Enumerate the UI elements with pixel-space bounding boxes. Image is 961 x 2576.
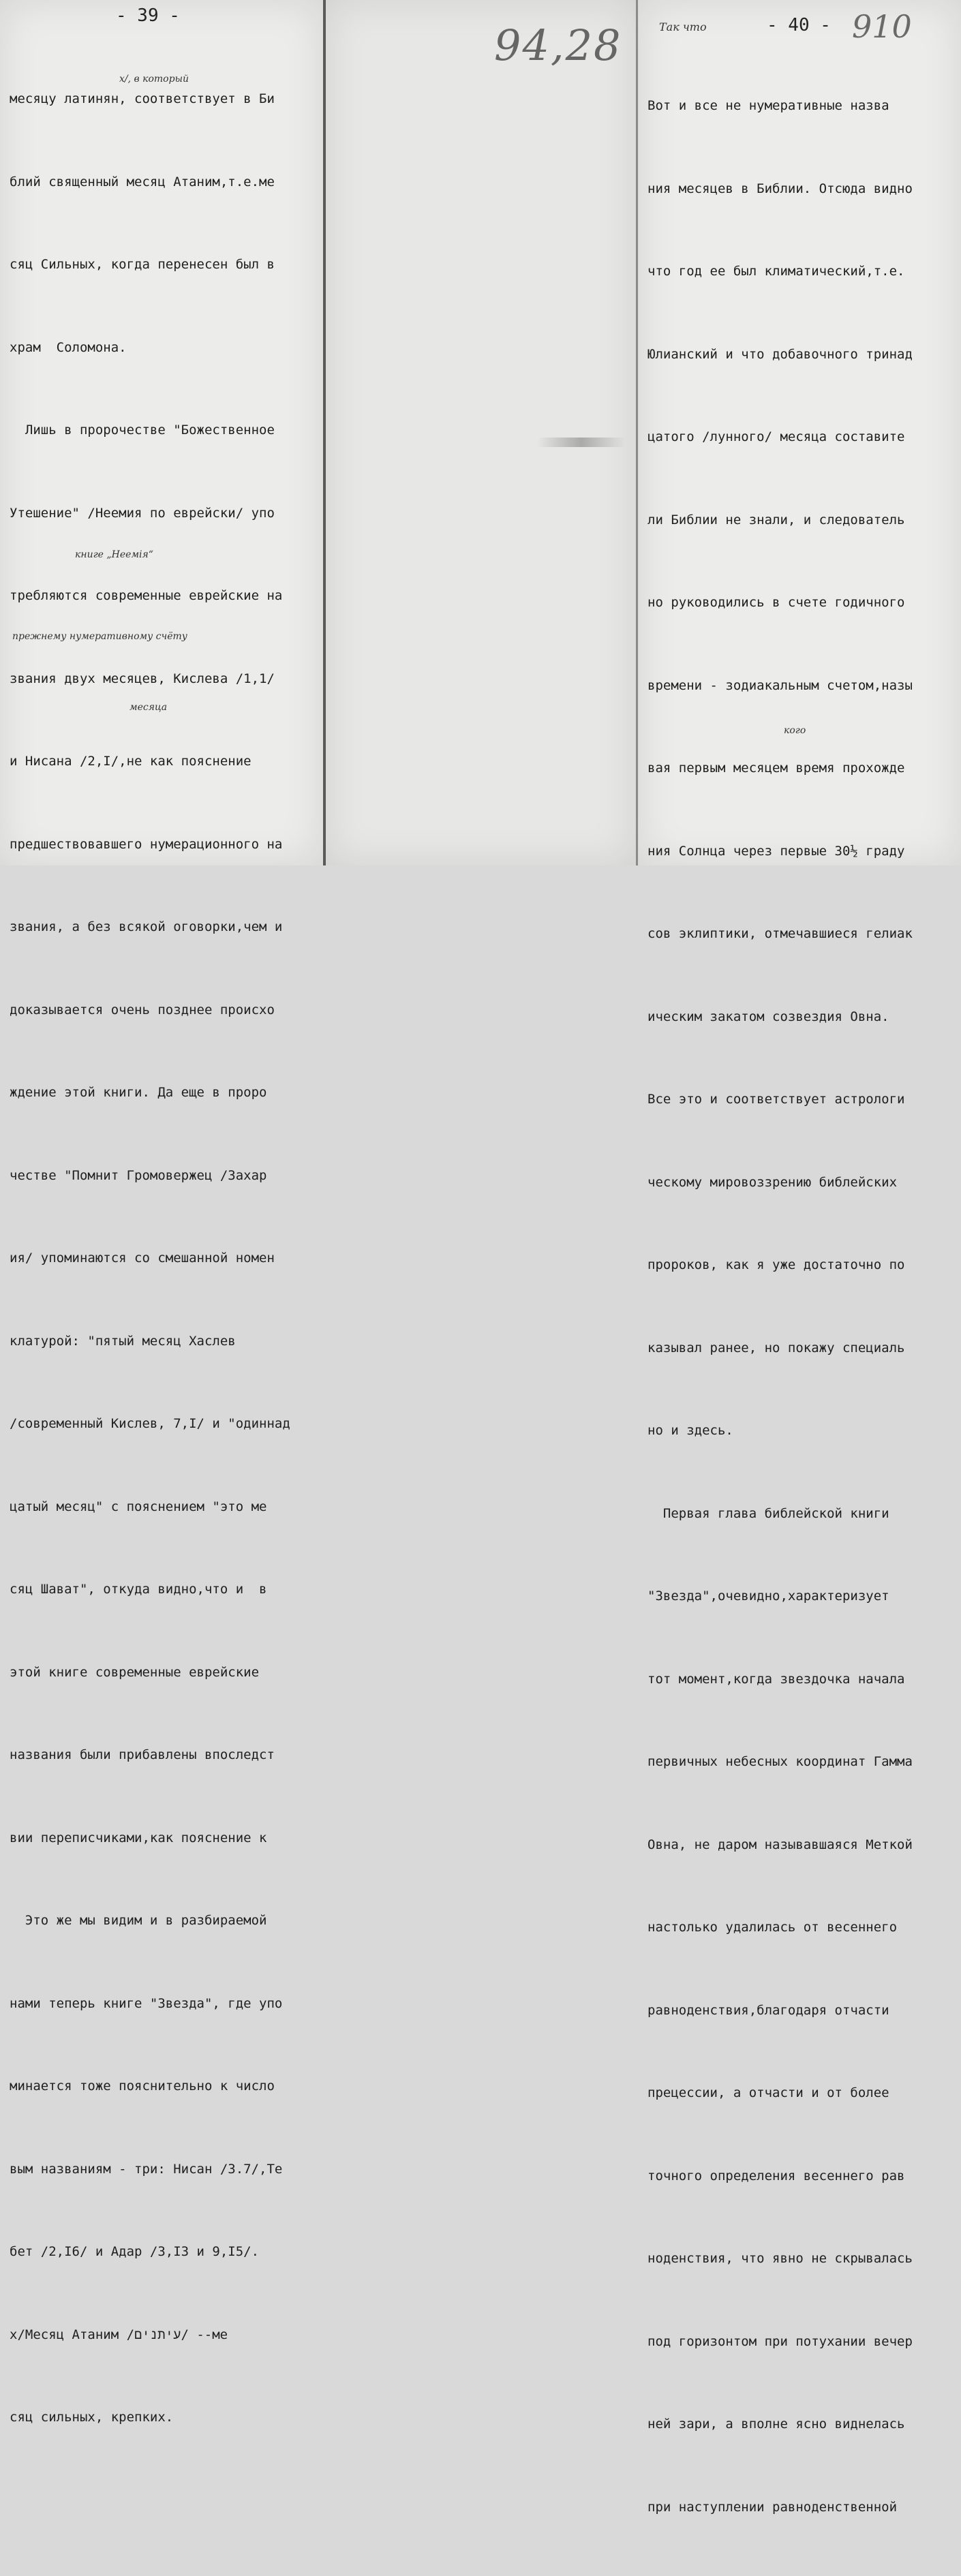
text-line: Овна, не даром называвшаяся Меткой	[647, 1837, 913, 1852]
handwritten-note: книге „Неемія“	[75, 549, 153, 560]
text-line: ния Солнца через первые 30½ граду	[647, 843, 905, 859]
text-line: блий священный месяц Атаним,т.е.ме	[10, 174, 275, 189]
ink-smudge	[537, 438, 626, 447]
text-line: Вот и все не нумеративные назва	[647, 98, 889, 113]
text-line: предшествовавшего нумерационного на	[10, 836, 283, 852]
text-line: что год ее был климатический,т.е.	[647, 264, 905, 279]
text-line: при наступлении равноденственной	[647, 2499, 898, 2515]
text-line: но руководились в счете годичного	[647, 595, 905, 610]
page-fold-divider	[323, 0, 326, 865]
text-line: первичных небесных координат Гамма	[647, 1754, 913, 1769]
text-line: сяц Шават", откуда видно,что и в	[10, 1582, 267, 1597]
text-line: ждение этой книги. Да еще в проро	[10, 1085, 267, 1100]
handwritten-note: х/, в который	[119, 74, 189, 85]
text-line: клатурой: "пятый месяц Хаслев	[10, 1333, 236, 1349]
handwritten-note: кого	[784, 725, 806, 736]
text-line: ноденствия, что явно не скрывалась	[647, 2251, 913, 2266]
archive-number-handwritten: 94,28	[494, 20, 622, 70]
text-line: точного определения весеннего рав	[647, 2168, 905, 2183]
text-line: вая первым месяцем время прохожде	[647, 761, 905, 776]
text-line: ли Библии не знали, и следователь	[647, 512, 905, 527]
text-line: Юлианский и что добавочного тринад	[647, 346, 913, 362]
text-line: ическим закатом созвездия Овна.	[647, 1009, 889, 1024]
text-line: /современный Кислев, 7,I/ и "одиннад	[10, 1416, 290, 1431]
text-line: честве "Помнит Громовержец /Захар	[10, 1167, 267, 1183]
text-line: доказывается очень позднее происхо	[10, 1002, 275, 1017]
text-line: вии переписчиками,как пояснение к	[10, 1830, 267, 1845]
text-line: месяцу латинян, соответствует в Би	[10, 91, 275, 106]
text-line: "Звезда",очевидно,характеризует	[647, 1589, 889, 1604]
text-line: сяц Сильных, когда перенесен был в	[10, 257, 275, 272]
text-line: тот момент,когда звездочка начала	[647, 1671, 905, 1687]
right-page-text	[647, 37, 913, 2576]
text-line: и Нисана /2,I/,не как пояснение	[10, 754, 251, 769]
text-line: храм Соломона.	[10, 339, 127, 355]
text-line: сов эклиптики, отмечавшиеся гелиак	[647, 926, 913, 941]
text-line: этой книге современные еврейские	[10, 1664, 260, 1680]
text-line: минается тоже пояснительно к число	[10, 2079, 275, 2094]
text-line: времени - зодиакальным счетом,назы	[647, 677, 913, 693]
text-line: цатого /лунного/ месяца составите	[647, 429, 905, 444]
right-page-number: - 40 -	[767, 15, 831, 35]
left-page-number: - 39 -	[116, 5, 180, 26]
handwritten-note: прежнему нумеративному счёту	[12, 631, 187, 642]
text-line: но и здесь.	[647, 1423, 733, 1438]
text-line: под горизонтом при потухании вечер	[647, 2333, 913, 2349]
text-line: Утешение" /Неемия по еврейски/ упо	[10, 505, 275, 521]
text-line: ней зари, а вполне ясно виднелась	[647, 2417, 905, 2432]
text-line: прецессии, а отчасти и от более	[647, 2085, 889, 2100]
text-line: казывал ранее, но покажу специаль	[647, 1340, 905, 1355]
page-fold-divider	[636, 0, 638, 865]
text-line: Лишь в пророчестве "Божественное	[10, 423, 275, 438]
text-line: звания, а без всякой оговорки,чем и	[10, 919, 283, 934]
footnote-line: сяц сильных, крепких.	[10, 2410, 174, 2425]
text-line: нами теперь книге "Звезда", где упо	[10, 1995, 283, 2011]
text-line: равноденствия,благодаря отчасти	[647, 2002, 889, 2018]
text-line: ческому мировоззрению библейских	[647, 1174, 898, 1190]
footnote-line: x/Месяц Атаним /עיתנים/ --ме	[10, 2327, 228, 2342]
middle-page	[326, 0, 636, 865]
text-line: требляются современные еврейские на	[10, 588, 283, 603]
text-line: названия были прибавлены впоследст	[10, 1747, 275, 1762]
archive-page-number-handwritten: 910	[852, 8, 912, 45]
text-line: Первая глава библейской книги	[647, 1505, 889, 1521]
text-line: звания двух месяцев, Кислева /1,1/	[10, 671, 275, 686]
text-line: ия/ упоминаются со смешанной номен	[10, 1251, 275, 1266]
left-page-text	[10, 30, 290, 2487]
text-line: вым названиям - три: Нисан /3.7/,Те	[10, 2161, 283, 2177]
handwritten-insertion: Так что	[659, 20, 707, 33]
text-line: настолько удалилась от весеннего	[647, 1920, 898, 1935]
text-line: бет /2,I6/ и Адар /3,I3 и 9,I5/.	[10, 2244, 260, 2259]
text-line: пророков, как я уже достаточно по	[647, 1257, 905, 1272]
text-line: цатый месяц" с пояснением "это ме	[10, 1499, 267, 1514]
text-line: Это же мы видим и в разбираемой	[10, 1913, 267, 1928]
text-line: ния месяцев в Библии. Отсюда видно	[647, 181, 913, 196]
handwritten-note: месяца	[129, 702, 168, 713]
text-line: Все это и соответствует астрологи	[647, 1092, 905, 1107]
